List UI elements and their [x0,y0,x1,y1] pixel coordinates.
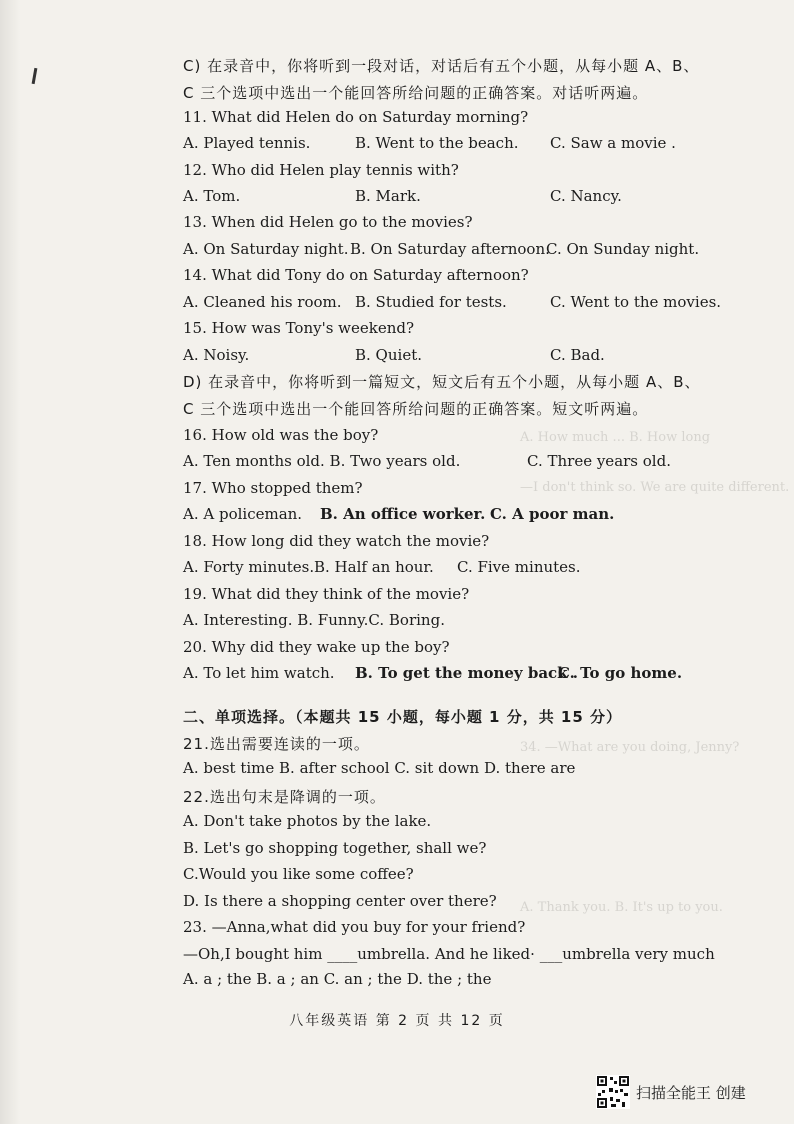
q14-option-c: C. Went to the movies. [550,293,722,311]
q14-option-b: B. Studied for tests. [355,293,507,311]
bleed-through: A. How much ... B. How long [520,430,711,445]
q18-option-a: A. Forty minutes. [183,558,315,576]
scanner-label: 扫描全能王 创建 [636,1083,746,1102]
section-c-instruction-2: C 三个选项中选出一个能回答所给问题的正确答案。对话听两遍。 [183,84,649,102]
page-footer: 八年级英语 第 2 页 共 12 页 [289,1013,505,1029]
question-22: 22.选出句末是降调的一项。 [183,788,386,806]
question-21: 21.选出需要连读的一项。 [183,735,370,753]
q15-option-c: C. Bad. [550,346,605,364]
question-12: 12. Who did Helen play tennis with? [183,161,459,179]
question-18: 18. How long did they watch the movie? [183,532,490,550]
q18-option-c: C. Five minutes. [457,558,581,576]
part2-heading: 二、单项选择。（本题共 15 小题，每小题 1 分，共 15 分） [183,708,623,726]
q17-option-c: C. A poor man. [490,505,615,523]
q17-option-b: B. An office worker. [320,505,486,523]
q21-options: A. best time B. after school C. sit down D. there are [183,759,576,777]
question-19: 19. What did they think of the movie? [183,585,470,603]
q18-option-b: B. Half an hour. [314,558,434,576]
q19-options: A. Interesting. B. Funny.C. Boring. [183,611,445,629]
question-15: 15. How was Tony's weekend? [183,319,415,337]
bleed-through: 34. —What are you doing, Jenny? [520,740,740,755]
section-d-instruction-1: D) 在录音中，你将听到一篇短文，短文后有五个小题，从每小题 A、B、 [183,373,701,391]
q16-option-a-b: A. Ten months old. B. Two years old. [183,452,461,470]
question-13: 13. When did Helen go to the movies? [183,213,473,231]
bleed-through: —I don't think so. We are quite different. [520,480,790,495]
q11-option-a: A. Played tennis. [183,134,311,152]
bleed-through: A. Thank you. B. It's up to you. [520,900,723,915]
question-20: 20. Why did they wake up the boy? [183,638,450,656]
q12-option-a: A. Tom. [183,187,241,205]
question-14: 14. What did Tony do on Saturday afternoon? [183,266,529,284]
q22-option-c: C.Would you like some coffee? [183,865,414,883]
q20-option-a: A. To let him watch. [183,664,335,682]
q12-option-c: C. Nancy. [550,187,622,205]
q11-option-c: C. Saw a movie . [550,134,676,152]
q15-option-a: A. Noisy. [183,346,250,364]
q13-option-a: A. On Saturday night. [183,240,349,258]
q16-option-c: C. Three years old. [527,452,671,470]
q20-option-b: B. To get the money back . [355,664,579,682]
pen-mark [32,68,38,84]
q11-option-b: B. Went to the beach. [355,134,519,152]
q23-dialogue: —Oh,I bought him ____umbrella. And he liked· ___umbrella very much [183,945,715,963]
q22-option-b: B. Let's go shopping together, shall we? [183,839,487,857]
q13-option-c: C. On Sunday night. [546,240,700,258]
question-16: 16. How old was the boy? [183,426,379,444]
q22-option-d: D. Is there a shopping center over there? [183,892,497,910]
q23-options: A. a ; the B. a ; an C. an ; the D. the ; the [183,970,492,988]
q12-option-b: B. Mark. [355,187,421,205]
qr-code-icon [596,1075,630,1109]
question-23: 23. —Anna,what did you buy for your friend? [183,918,526,936]
q20-option-c: C. To go home. [558,664,683,682]
scan-edge-shadow [0,0,20,1124]
q17-option-a: A. A policeman. [183,505,303,523]
q13-option-b: B. On Saturday afternoon. [350,240,550,258]
question-11: 11. What did Helen do on Saturday morning? [183,108,529,126]
question-17: 17. Who stopped them? [183,479,363,497]
q14-option-a: A. Cleaned his room. [183,293,342,311]
section-d-instruction-2: C 三个选项中选出一个能回答所给问题的正确答案。短文听两遍。 [183,400,649,418]
scanner-watermark [596,1075,746,1109]
q22-option-a: A. Don't take photos by the lake. [183,812,432,830]
q15-option-b: B. Quiet. [355,346,422,364]
section-c-instruction-1: C) 在录音中，你将听到一段对话，对话后有五个小题，从每小题 A、B、 [183,57,700,75]
